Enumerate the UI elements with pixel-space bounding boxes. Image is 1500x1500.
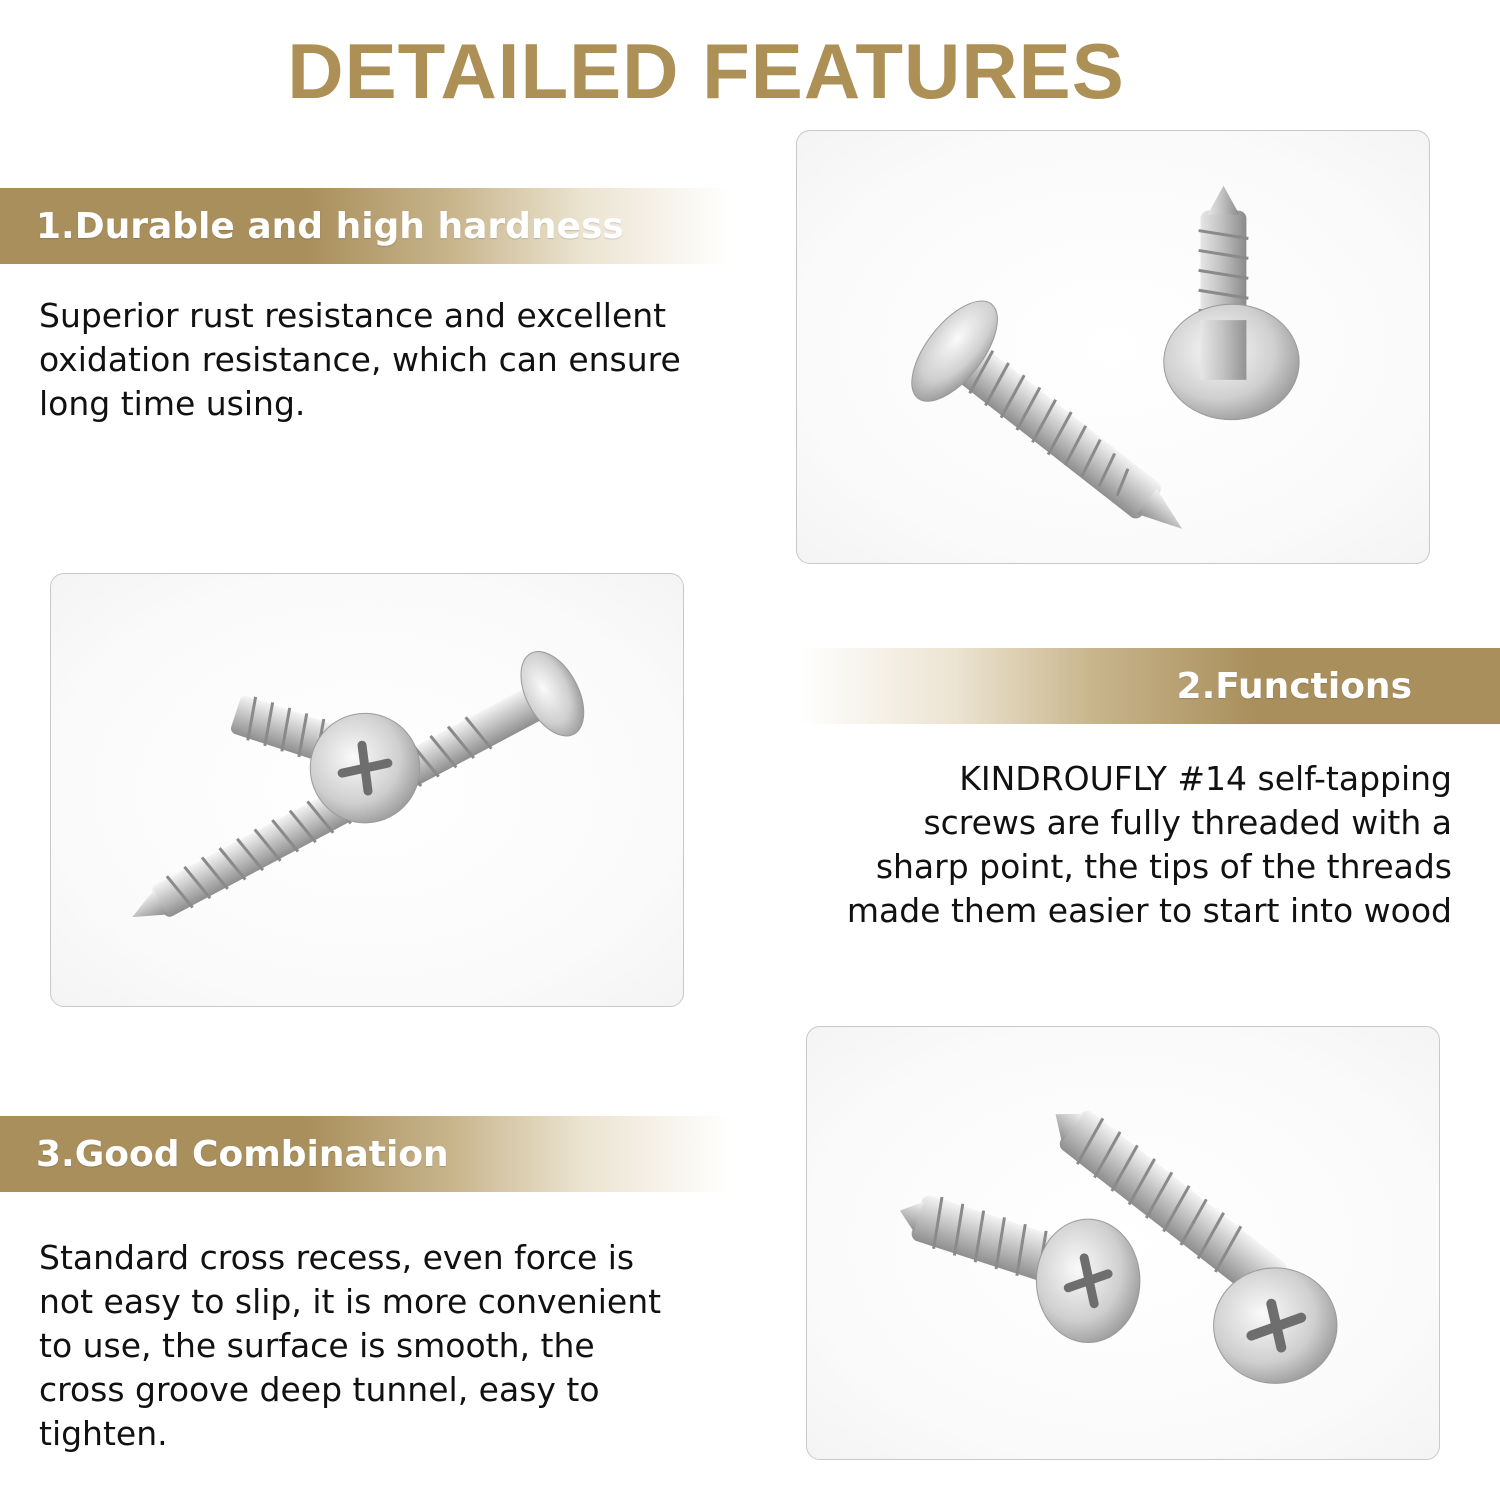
desc-line: oxidation resistance, which can ensure xyxy=(39,340,681,379)
desc-line: cross groove deep tunnel, easy to xyxy=(39,1370,600,1409)
page-title: DETAILED FEATURES xyxy=(287,27,1125,115)
desc-line: long time using. xyxy=(39,384,306,423)
desc-line: tighten. xyxy=(39,1414,168,1453)
product-photo-1 xyxy=(796,130,1430,564)
screw-photo-icon xyxy=(807,1027,1439,1459)
feature-2-description xyxy=(772,757,1452,933)
desc-line: not easy to slip, it is more convenient xyxy=(39,1282,662,1321)
desc-line: Standard cross recess, even force is xyxy=(39,1238,635,1277)
feature-1-description xyxy=(39,294,739,426)
product-photo-3 xyxy=(806,1026,1440,1460)
feature-3-banner xyxy=(0,1116,730,1192)
feature-3-description xyxy=(39,1236,739,1456)
screw-photo-icon xyxy=(797,131,1429,563)
desc-line: to use, the surface is smooth, the xyxy=(39,1326,595,1365)
feature-3-heading: 3.Good Combination xyxy=(36,1133,449,1175)
feature-1-heading: 1.Durable and high hardness xyxy=(36,205,624,247)
desc-line: screws are fully threaded with a xyxy=(923,803,1452,842)
desc-line: Superior rust resistance and excellent xyxy=(39,296,667,335)
screw-photo-icon xyxy=(51,574,683,1006)
desc-line: KINDROUFLY #14 self-tapping xyxy=(959,759,1452,798)
product-photo-2 xyxy=(50,573,684,1007)
desc-line: made them easier to start into wood xyxy=(846,891,1452,930)
feature-1-banner xyxy=(0,188,730,264)
desc-line: sharp point, the tips of the threads xyxy=(875,847,1452,886)
feature-2-banner xyxy=(800,648,1500,724)
feature-2-heading: 2.Functions xyxy=(1176,665,1412,707)
